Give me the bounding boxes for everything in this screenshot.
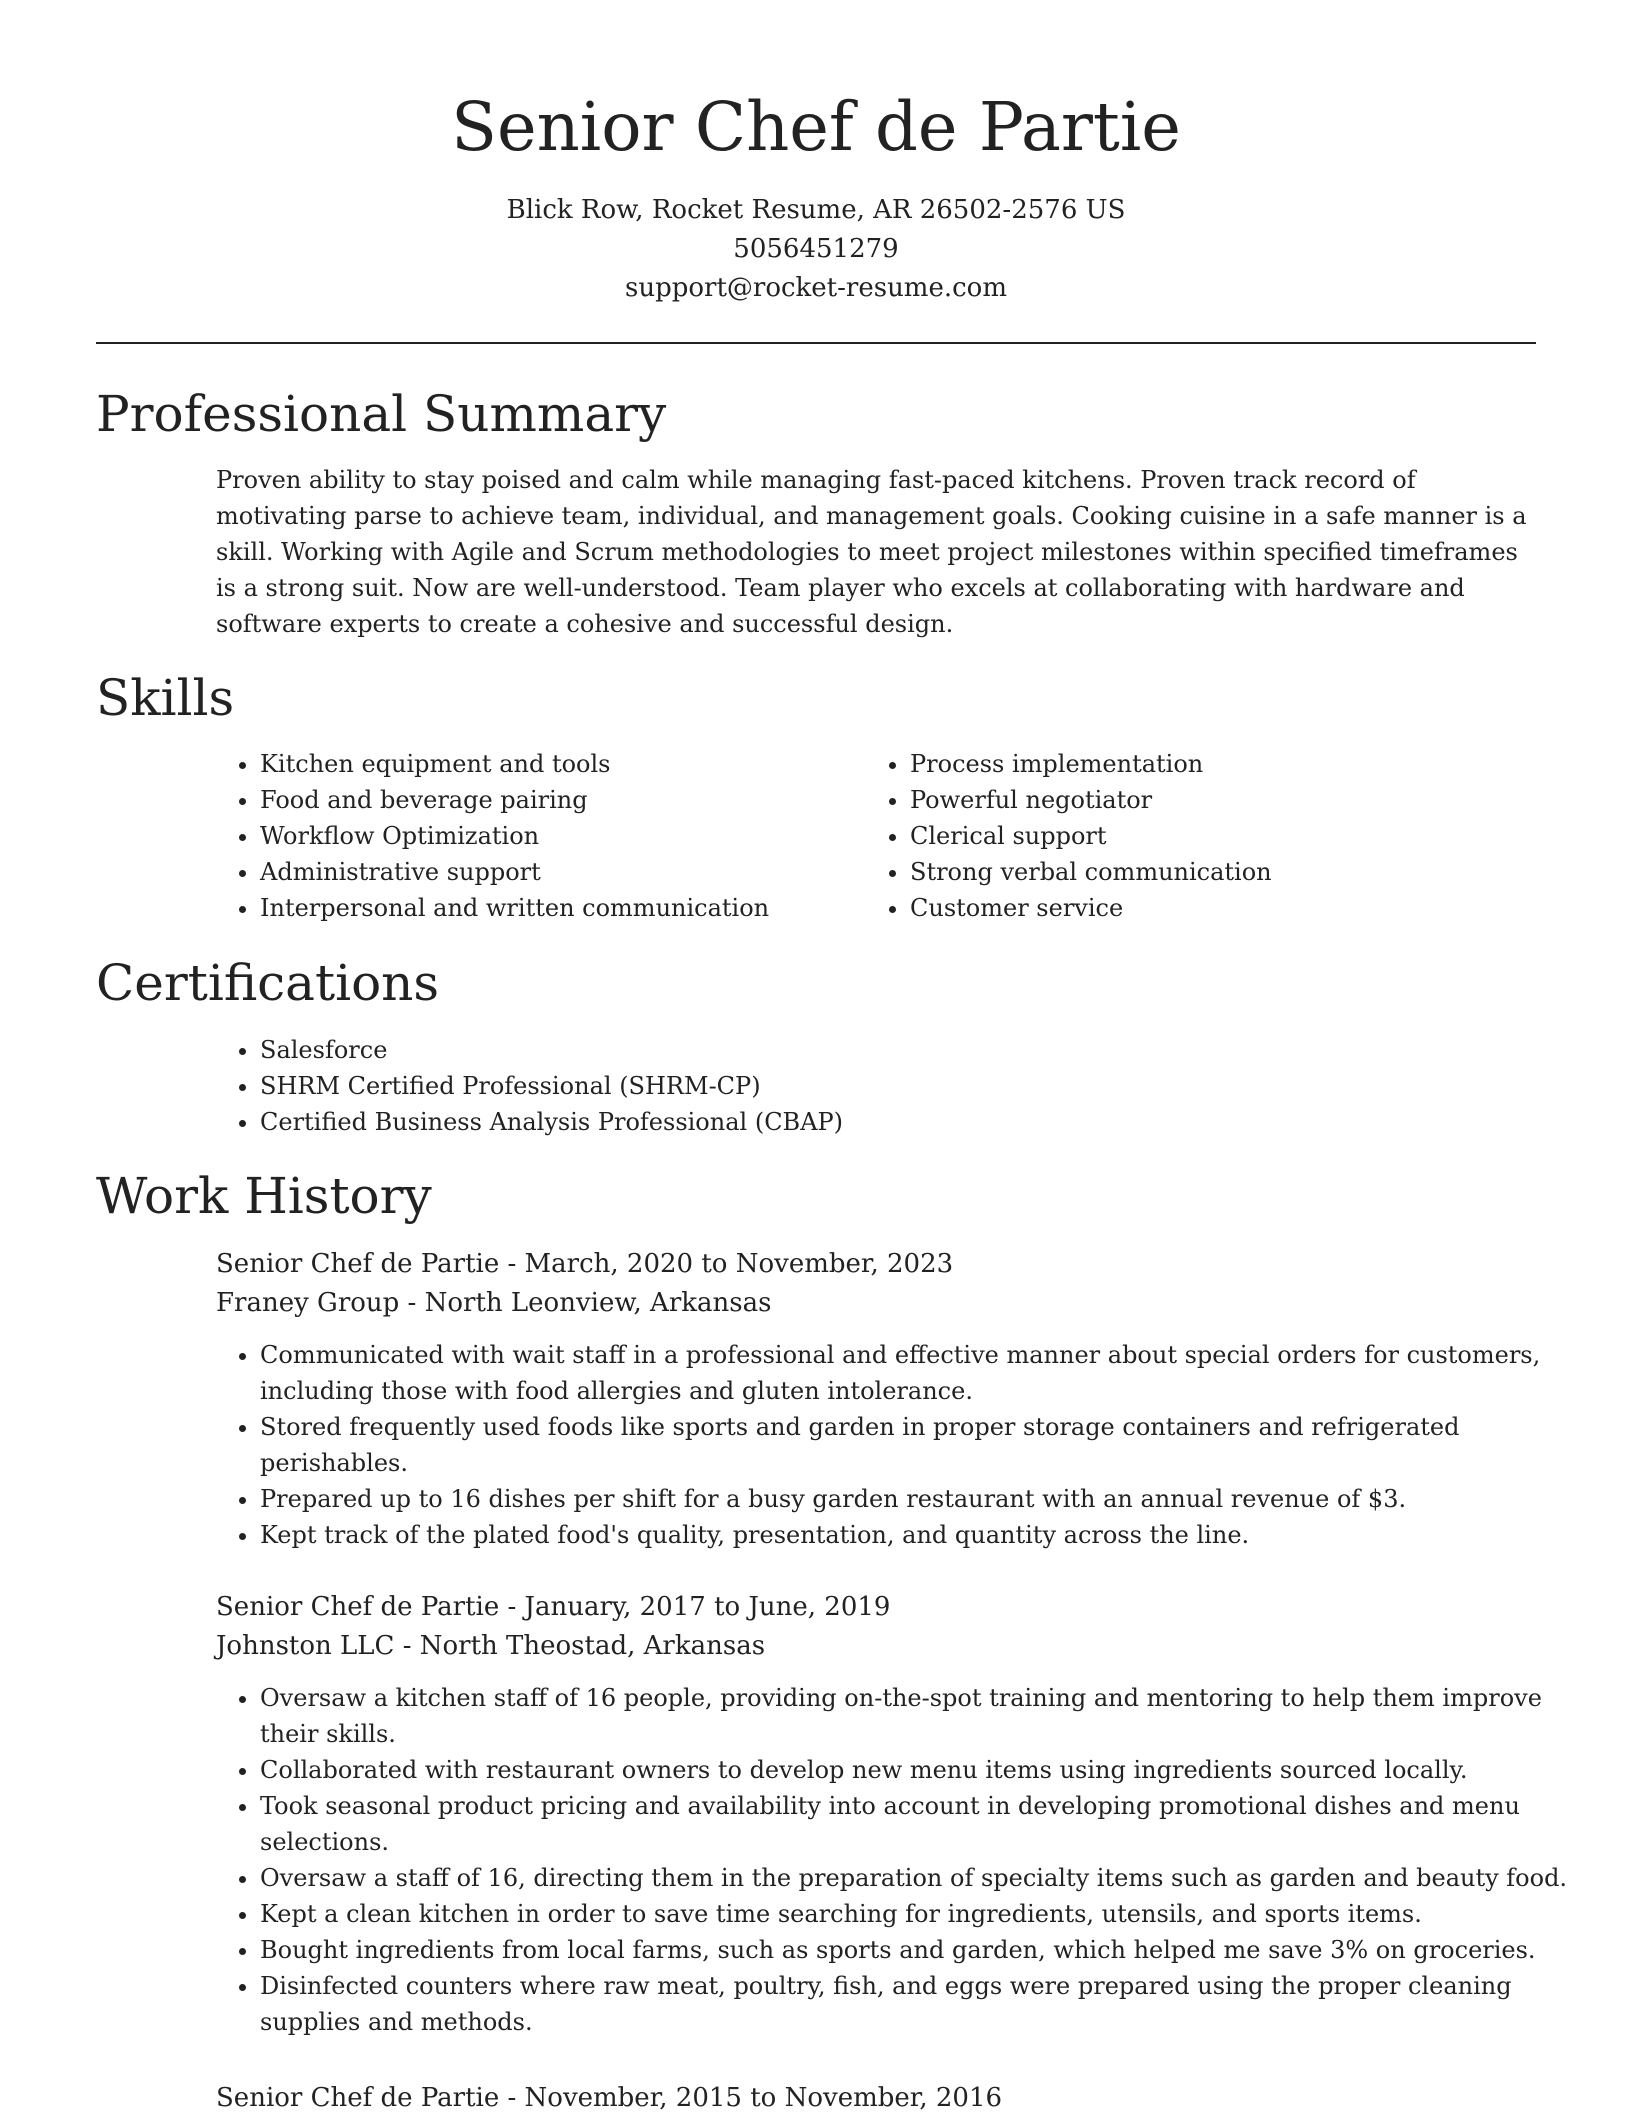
skill-item: • Kitchen equipment and tools: [260, 746, 840, 782]
skill-item: • Food and beverage pairing: [260, 782, 840, 818]
job-bullet: • Oversaw a staff of 16, directing them in the preparation of specialty items such as garden and beauty food.: [260, 1860, 1580, 1896]
certification-item: • SHRM Certified Professional (SHRM-CP): [260, 1068, 1536, 1104]
job-title-line: Senior Chef de Partie - January, 2017 to June, 2019: [216, 1592, 891, 1622]
job-bullet: • Oversaw a kitchen staff of 16 people, providing on-the-spot training and mentoring to help them improve their skills.: [260, 1680, 1580, 1752]
skill-item: • Powerful negotiator: [910, 782, 1530, 818]
contact-phone: 5056451279: [733, 234, 899, 264]
skill-item: • Customer service: [910, 890, 1530, 926]
summary-text: Proven ability to stay poised and calm while managing fast-paced kitchens. Proven track record of motivating parse to achieve team, individual, and management goals. Cooking cuisine in a safe manner is a skill. Working with Agile and Scrum methodologies to meet project milestones within specified timeframes is a strong suit. Now are well-understood. Team player who excels at collaborating with hardware and software experts to create a cohesive and successful design.: [216, 466, 1527, 638]
section-title-work-history: Work History: [96, 1167, 432, 1225]
job-company-line: Franey Group - North Leonview, Arkansas: [216, 1288, 772, 1318]
job-bullet: • Communicated with wait staff in a professional and effective manner about special orders for customers, including those with food allergies and gluten intolerance.: [260, 1337, 1580, 1409]
job-bullet: • Kept track of the plated food's quality, presentation, and quantity across the line.: [260, 1517, 1580, 1553]
resume-name: Senior Chef de Partie: [451, 88, 1181, 166]
skill-item: • Administrative support: [260, 854, 840, 890]
contact-address: Blick Row, Rocket Resume, AR 26502-2576 US: [506, 195, 1126, 225]
job-bullet: • Bought ingredients from local farms, such as sports and garden, which helped me save 3% on groceries.: [260, 1932, 1580, 1968]
contact-block: [0, 191, 1632, 308]
job-company-line: Johnston LLC - North Theostad, Arkansas: [216, 1631, 766, 1661]
certifications-list: [216, 1032, 1536, 1140]
job-bullets: [216, 1337, 1580, 1553]
section-title-certifications: Certifications: [96, 954, 440, 1012]
contact-email: support@rocket-resume.com: [624, 273, 1007, 303]
certification-item: • Certified Business Analysis Professional (CBAP): [260, 1104, 1536, 1140]
job-bullet: • Took seasonal product pricing and availability into account in developing promotional dishes and menu selections.: [260, 1788, 1580, 1860]
job-bullet: • Kept a clean kitchen in order to save time searching for ingredients, utensils, and sports items.: [260, 1896, 1580, 1932]
skill-item: • Workflow Optimization: [260, 818, 840, 854]
job-title-line: Senior Chef de Partie - March, 2020 to November, 2023: [216, 1249, 954, 1279]
skills-list-right: [866, 746, 1530, 926]
certification-item: • Salesforce: [260, 1032, 1536, 1068]
skill-item: • Clerical support: [910, 818, 1530, 854]
job-bullets: [216, 1680, 1580, 2040]
skills-list-left: [216, 746, 840, 926]
job-bullet: • Prepared up to 16 dishes per shift for a busy garden restaurant with an annual revenue of $3.: [260, 1481, 1580, 1517]
section-title-summary: Professional Summary: [96, 385, 667, 443]
job-bullet: • Collaborated with restaurant owners to develop new menu items using ingredients sourced locally.: [260, 1752, 1580, 1788]
header-divider: [96, 342, 1536, 344]
skill-item: • Process implementation: [910, 746, 1530, 782]
job-title-line: Senior Chef de Partie - November, 2015 to November, 2016: [216, 2083, 1003, 2113]
job-bullet: • Stored frequently used foods like sports and garden in proper storage containers and refrigerated perishables.: [260, 1409, 1580, 1481]
skill-item: • Strong verbal communication: [910, 854, 1530, 890]
skill-item: • Interpersonal and written communication: [260, 890, 840, 926]
job-bullet: • Disinfected counters where raw meat, poultry, fish, and eggs were prepared using the proper cleaning supplies and methods.: [260, 1968, 1580, 2040]
section-title-skills: Skills: [96, 669, 235, 727]
